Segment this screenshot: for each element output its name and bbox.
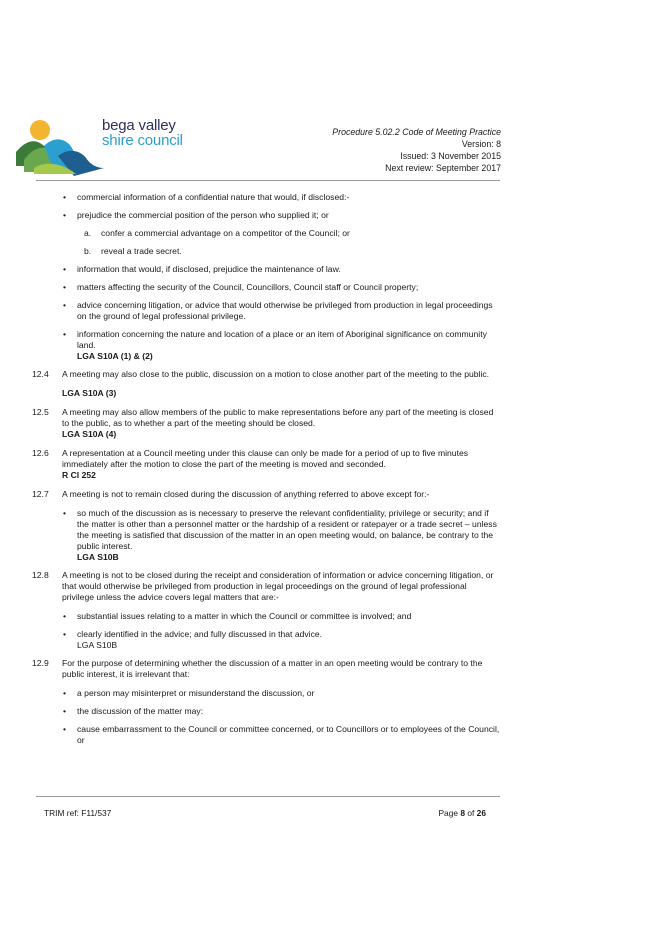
clause-number: 12.6 <box>32 448 49 458</box>
sub-item-label: b. <box>84 246 92 256</box>
sub-item <box>44 246 500 257</box>
bega-valley-logo <box>14 116 214 188</box>
sub-item-label: a. <box>84 228 92 238</box>
page-body <box>32 192 500 753</box>
logo-line-1: bega valley <box>102 117 176 134</box>
legislation-ref: LGA S10A (4) <box>62 429 117 439</box>
bullet-item: • a person may misinterpret or misunderstand the discussion, or <box>44 688 500 699</box>
bullet-item: • commercial information of a confidential nature that would, if disclosed:- <box>44 192 500 203</box>
clause-12-8 <box>32 570 500 603</box>
bullet-item: • substantial issues relating to a matter in which the Council or committee is involved; and <box>44 611 500 622</box>
footer-divider <box>36 796 500 797</box>
clause-12-5 <box>32 407 500 440</box>
sub-item <box>44 228 500 239</box>
procedure-title: Procedure 5.02.2 Code of Meeting Practice <box>332 127 501 137</box>
bullet-item: • the discussion of the matter may: <box>44 706 500 717</box>
legislation-ref: LGA S10A (1) & (2) <box>77 351 153 361</box>
version: Version: 8 <box>461 139 501 149</box>
page-of: of <box>465 808 477 818</box>
bullet-item <box>44 329 500 362</box>
page-current: 8 <box>460 808 466 818</box>
bullet-item: • cause embarrassment to the Council or committee concerned, or to Councillors or to employees of the Council, or <box>44 724 500 746</box>
header-divider <box>36 180 500 181</box>
bullet-item: • prejudice the commercial position of the person who supplied it; or <box>44 210 500 221</box>
clause-text: A meeting is not to be closed during the receipt and consideration of information or advice concerning litigation, or that would otherwise be privileged from production in legal proceedings on the ground of legal professional privilege unless the advice covers legal matters that are:- <box>62 570 494 602</box>
bullet-text: • information concerning the nature and location of a place or an item of Aboriginal significance on community land. <box>77 329 487 350</box>
issued-date: Issued: 3 November 2015 <box>400 151 501 161</box>
clause-12-4 <box>32 369 500 380</box>
bullet-text: • so much of the discussion as is necessary to preserve the relevant confidentiality, privilege or security; and if the matter is other than a personnel matter or the hardship of a resident or ratepayer or a trade secret – unless the meeting is satisfied that discussion of the matter in an open meeting would, on balance, be contrary to the public interest. <box>77 508 497 551</box>
clause-text: A representation at a Council meeting under this clause can only be made for a period of up to five minutes immediately after the motion to close the part of the meeting is moved and seconded. <box>62 448 469 469</box>
bullet-text: • clearly identified in the advice; and fully discussed in that advice. <box>77 629 323 639</box>
page-total: 26 <box>476 808 486 818</box>
bullet-item <box>44 629 500 651</box>
trim-reference: TRIM ref: F11/537 <box>44 808 112 818</box>
legislation-ref: LGA S10A (3) <box>62 388 117 398</box>
logo-line-2: shire council <box>102 132 183 149</box>
clause-text: A meeting may also close to the public, discussion on a motion to close another part of the meeting to the public. <box>62 369 490 379</box>
clause-12-6 <box>32 448 500 481</box>
sub-item-text: confer a commercial advantage on a competitor of the Council; or <box>101 228 350 238</box>
clause-number: 12.5 <box>32 407 49 417</box>
page-prefix: Page <box>438 808 461 818</box>
clause-text: A meeting is not to remain closed during the discussion of anything referred to above except for:- <box>62 489 430 499</box>
bullet-item <box>44 508 500 563</box>
clause-text: A meeting may also allow members of the public to make representations before any part of the meeting is closed to the public, as to whether a part of the meeting should be closed. <box>62 407 494 428</box>
page-number <box>438 808 486 819</box>
legislation-ref: LGA S10B <box>77 552 119 562</box>
clause-12-7 <box>32 489 500 500</box>
clause-number: 12.8 <box>32 570 49 580</box>
sub-item-text: reveal a trade secret. <box>101 246 182 256</box>
clause-number: 12.7 <box>32 489 49 499</box>
legislation-ref: R Cl 252 <box>62 470 96 480</box>
legislation-ref: LGA S10B <box>77 640 118 650</box>
document-header <box>332 126 501 174</box>
clause-number: 12.4 <box>32 369 49 379</box>
logo-wordmark <box>102 118 183 148</box>
bullet-item: • information that would, if disclosed, prejudice the maintenance of law. <box>44 264 500 275</box>
clause-text: For the purpose of determining whether the discussion of a matter in an open meeting would be contrary to the public interest, it is irrelevant that: <box>62 658 483 679</box>
clause-number: 12.9 <box>32 658 49 668</box>
bullet-item: • advice concerning litigation, or advice that would otherwise be privileged from production in legal proceedings on the ground of legal professional privilege. <box>44 300 500 322</box>
bullet-item: • matters affecting the security of the Council, Councillors, Council staff or Council property; <box>44 282 500 293</box>
clause-12-9 <box>32 658 500 680</box>
next-review: Next review: September 2017 <box>385 163 501 173</box>
logo-hills-icon <box>14 116 106 188</box>
